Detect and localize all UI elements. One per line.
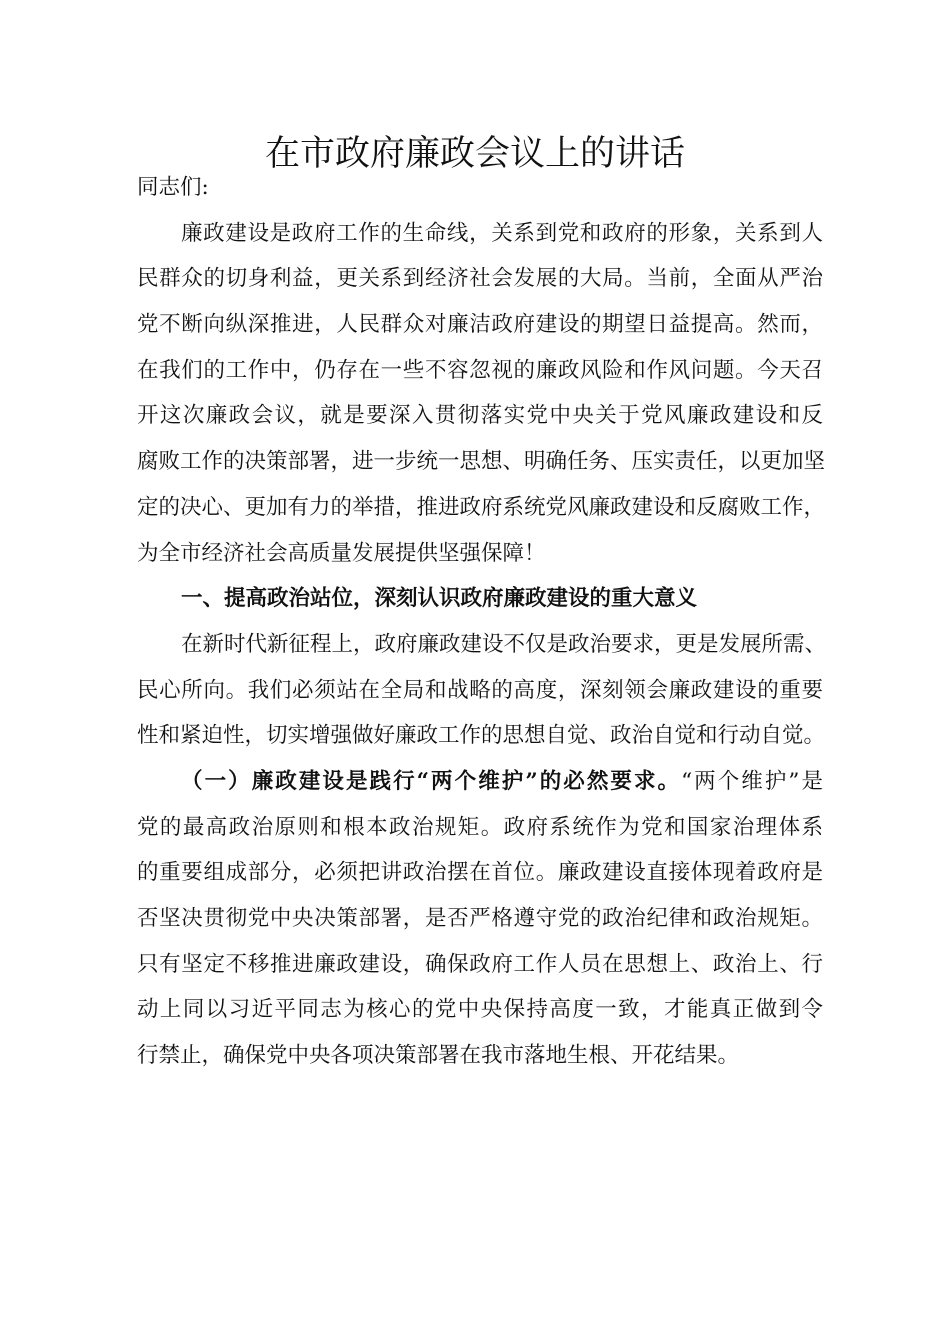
text-line: 行禁止，确保党中央各项决策部署在我市落地生根、开花结果。 [137,1043,740,1069]
text-line: 在我们的工作中，仍存在一些不容忽视的廉政风险和作风问题。今天召 [137,357,823,383]
document-title: 在市政府廉政会议上的讲话 [264,134,685,174]
text-line: 否坚决贯彻党中央决策部署，是否严格遵守党的政治纪律和政治规矩。 [137,906,823,931]
paragraph-two-safeguards [137,759,823,1079]
paragraph-intro [137,211,826,577]
paragraph-significance [137,622,827,759]
text-line: 在新时代新征程上，政府廉政建设不仅是政治要求，更是发展所需、 [181,631,827,657]
text-line: 民心所向。我们必须站在全局和战略的高度，深刻领会廉政建设的重要 [137,677,823,703]
section-heading-1: 一、提高政治站位，深刻认识政府廉政建设的重大意义 [181,586,698,612]
text-line: 腐败工作的决策部署，进一步统一思想、明确任务、压实责任，以更加坚 [137,449,826,475]
text-line: 开这次廉政会议，就是要深入贯彻落实党中央关于党风廉政建设和反 [137,403,823,429]
text-line: 性和紧迫性，切实增强做好廉政工作的思想自觉、政治自觉和行动自觉。 [137,723,826,749]
text-span: “两个维护”是 [681,768,823,794]
salutation: 同志们: [137,175,209,200]
document-body [137,165,827,1079]
subheading-bold-lead: （一）廉政建设是践行“两个维护”的必然要求。 [181,768,682,794]
text-line [137,759,823,805]
text-line: 民群众的切身利益，更关系到经济社会发展的大局。当前，全面从严治 [137,266,823,292]
text-line: 为全市经济社会高质量发展提供坚强保障！ [137,540,546,566]
text-line: 定的决心、更加有力的举措，推进政府系统党风廉政建设和反腐败工作， [137,494,826,520]
text-line: 廉政建设是政府工作的生命线，关系到党和政府的形象，关系到人 [181,220,823,246]
text-line: 的重要组成部分，必须把讲政治摆在首位。廉政建设直接体现着政府是 [137,860,823,886]
text-line: 动上同以习近平同志为核心的党中央保持高度一致，才能真正做到令 [137,997,823,1023]
text-line: 党的最高政治原则和根本政治规矩。政府系统作为党和国家治理体系 [137,814,823,840]
text-line: 只有坚定不移推进廉政建设，确保政府工作人员在思想上、政治上、行 [137,951,823,977]
text-line: 党不断向纵深推进，人民群众对廉洁政府建设的期望日益提高。然而， [137,312,823,338]
